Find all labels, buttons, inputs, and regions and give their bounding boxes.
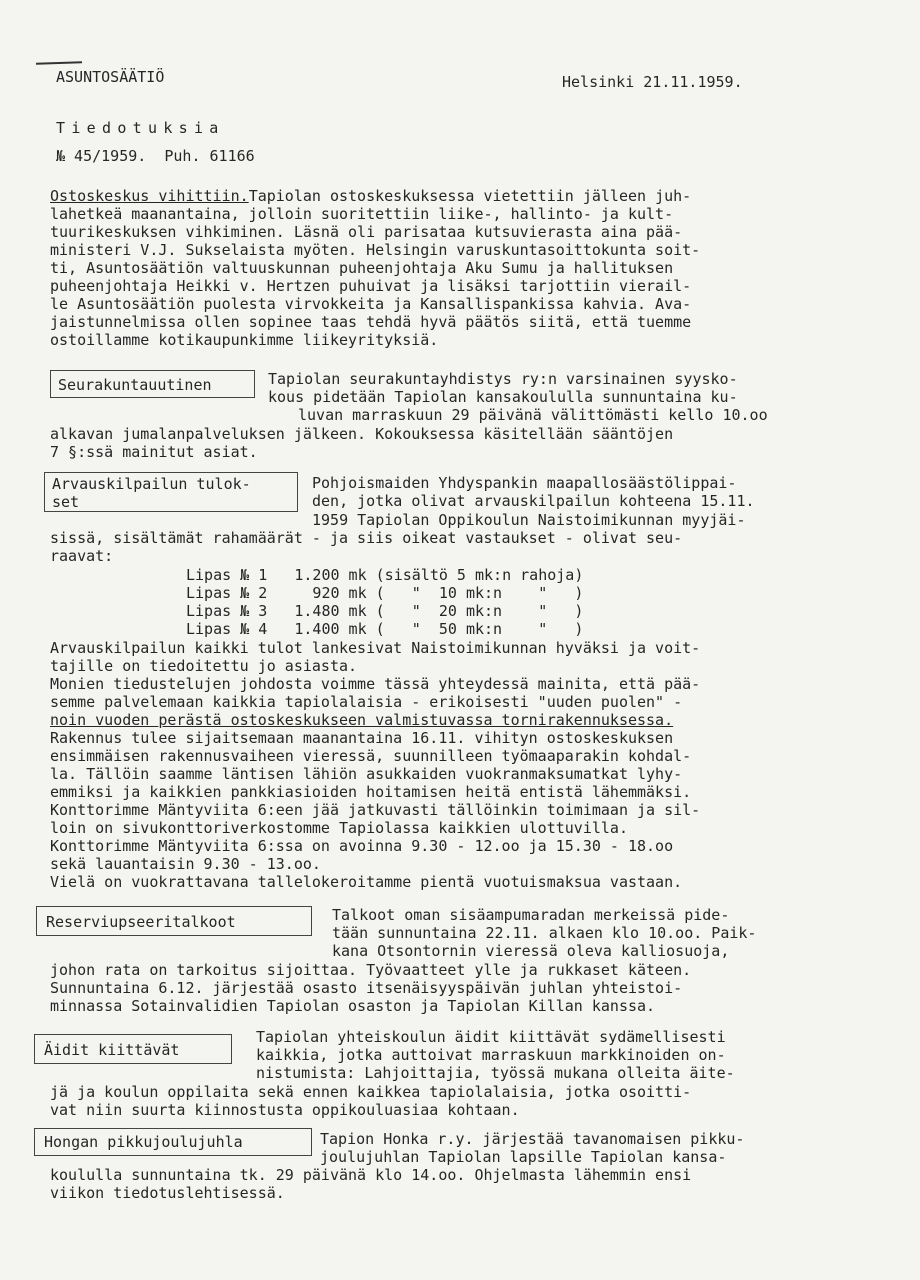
section5-line: jä ja koulun oppilaita sekä ennen kaikkea tapiolalaisia, jotka osoitti-	[50, 1083, 692, 1101]
section3-side-line: Pohjoismaiden Yhdyspankin maapallosäästölippai-	[312, 474, 737, 492]
date-line: Helsinki 21.11.1959.	[562, 73, 743, 91]
section6-line: viikon tiedotuslehtisessä.	[50, 1184, 285, 1202]
lipas-row: Lipas № 4 1.400 mk ( " 50 mk:n " )	[186, 620, 584, 638]
section3-final-line: loin on sivukonttoriverkostomme Tapiolassa kaikkien ulottuvilla.	[50, 819, 628, 837]
section3-final-line: ensimmäisen rakennusvaiheen vieressä, suunnilleen työmaaparakin kohdal-	[50, 747, 692, 765]
section3-box-label-2: set	[52, 493, 80, 511]
section3-line: raavat:	[50, 547, 114, 565]
reference-number: № 45/1959. Puh. 61166	[56, 147, 255, 165]
section3-after-line: tajille on tiedoitettu jo asiasta.	[50, 657, 358, 675]
section3-final-line: la. Tällöin saamme läntisen lähiön asukkaiden vuokranmaksumatkat lyhy-	[50, 765, 683, 783]
section1-line: puheenjohtaja Heikki v. Hertzen puhuivat ja lisäksi tarjottiin vierail-	[50, 277, 692, 295]
section5-box-label: Äidit kiittävät	[44, 1041, 180, 1059]
section3-after-line: semme palvelemaan kaikkia tapiolalaisia - erikoisesti "uuden puolen" -	[50, 693, 683, 711]
section3-final-line: Vielä on vuokrattavana tallelokeroitamme pientä vuotuismaksua vastaan.	[50, 873, 683, 891]
section4-line: minnassa Sotainvalidien Tapiolan osaston ja Tapiolan Killan kanssa.	[50, 997, 656, 1015]
section1-line: ostoillamme kotikaupunkimme liikeyrityksiä.	[50, 331, 439, 349]
section5-side-line: Tapiolan yhteiskoulun äidit kiittävät sydämellisesti	[256, 1028, 726, 1046]
section4-line: Sunnuntaina 6.12. järjestää osasto itsenäisyyspäivän juhlan yhteistoi-	[50, 979, 683, 997]
section4-side-line: Talkoot oman sisäampumaradan merkeissä pide-	[332, 906, 730, 924]
section3-side-line: 1959 Tapiolan Oppikoulun Naistoimikunnan myyjäi-	[312, 511, 746, 529]
section3-line: sissä, sisältämät rahamäärät - ja siis oikeat vastaukset - olivat seu-	[50, 529, 683, 547]
section2-side-line: Tapiolan seurakuntayhdistys ry:n varsinainen syysko-	[268, 370, 738, 388]
section6-side-line: Tapion Honka r.y. järjestää tavanomaisen pikku-	[320, 1130, 745, 1148]
section3-final-line: Konttorimme Mäntyviita 6:een jää jatkuvasti tällöinkin toimimaan ja sil-	[50, 801, 701, 819]
section1-line: lahetkeä maanantaina, jolloin suoritettiin liike-, hallinto- ja kult-	[50, 205, 674, 223]
document-title: Tiedotuksia	[56, 119, 225, 137]
section5-side-line: kaikkia, jotka auttoivat marraskuun markkinoiden on-	[256, 1046, 726, 1064]
section5-side-line: nistumista: Lahjoittajia, työssä mukana olleita äite-	[256, 1064, 735, 1082]
section4-side-line: kana Otsontornin vieressä oleva kalliosuoja,	[332, 942, 730, 960]
section1-line: le Asuntosäätiön puolesta virvokkeita ja Kansallispankissa kahvia. Ava-	[50, 295, 692, 313]
section1-line: ti, Asuntosäätiön valtuuskunnan puheenjohtaja Aku Sumu ja hallituksen	[50, 259, 674, 277]
section1-line: tuurikeskuksen vihkiminen. Läsnä oli parisataa kutsuvierasta aina pää-	[50, 223, 683, 241]
section1-line: jaistunnelmissa ollen sopinee taas tehdä hyvä päätös siitä, että tuemme	[50, 313, 692, 331]
section1-first-line	[50, 189, 691, 204]
section6-box-label: Hongan pikkujoulujuhla	[44, 1133, 243, 1151]
section2-side-line: kous pidetään Tapiolan kansakoululla sunnuntaina ku-	[268, 388, 738, 406]
section3-final-line: Rakennus tulee sijaitsemaan maanantaina 16.11. vihityn ostoskeskuksen	[50, 729, 674, 747]
section1-first-line-text: Tapiolan ostoskeskuksessa vietettiin jälleen juh-	[248, 187, 692, 205]
section2-side-line: luvan marraskuun 29 päivänä välittömästi kello 10.oo	[298, 406, 768, 424]
section4-line: johon rata on tarkoitus sijoittaa. Työvaatteet ylle ja rukkaset käteen.	[50, 961, 692, 979]
section2-line: 7 §:ssä mainitut asiat.	[50, 443, 258, 461]
section1-line: ministeri V.J. Sukselaista myöten. Helsingin varuskuntasoittokunta soit-	[50, 241, 701, 259]
section1-heading: Ostoskeskus vihittiin.	[50, 187, 249, 205]
lipas-row: Lipas № 2 920 mk ( " 10 mk:n " )	[186, 584, 584, 602]
section2-line: alkavan jumalanpalveluksen jälkeen. Kokouksessa käsitellään sääntöjen	[50, 425, 674, 443]
section3-final-line: emmiksi ja kaikkien pankkiasioiden hoitamisen heitä entistä lähemmäksi.	[50, 783, 692, 801]
section6-side-line: joulujuhlan Tapiolan lapsille Tapiolan kansa-	[320, 1148, 727, 1166]
section3-after-line: Monien tiedustelujen johdosta voimme tässä yhteydessä mainita, että pää-	[50, 675, 701, 693]
section3-box-label-1: Arvauskilpailun tulok-	[52, 475, 251, 493]
section3-underlined-line: noin vuoden perästä ostoskeskukseen valmistuvassa tornirakennuksessa.	[50, 711, 674, 729]
section3-final-line: sekä lauantaisin 9.30 - 13.oo.	[50, 855, 321, 873]
section6-line: koululla sunnuntaina tk. 29 päivänä klo 14.oo. Ohjelmasta lähemmin ensi	[50, 1166, 692, 1184]
section4-side-line: tään sunnuntaina 22.11. alkaen klo 10.oo. Paik-	[332, 924, 757, 942]
section3-final-line: Konttorimme Mäntyviita 6:ssa on avoinna 9.30 - 12.oo ja 15.30 - 18.oo	[50, 837, 674, 855]
org-name: ASUNTOSÄÄTIÖ	[56, 68, 165, 86]
section5-line: vat niin suurta kiinnostusta oppikouluasiaa kohtaan.	[50, 1101, 520, 1119]
lipas-row: Lipas № 1 1.200 mk (sisältö 5 mk:n rahoja)	[186, 566, 584, 584]
lipas-row: Lipas № 3 1.480 mk ( " 20 mk:n " )	[186, 602, 584, 620]
section4-box-label: Reserviupseeritalkoot	[46, 913, 236, 931]
section3-side-line: den, jotka olivat arvauskilpailun kohteena 15.11.	[312, 492, 755, 510]
section3-after-line: Arvauskilpailun kaikki tulot lankesivat Naistoimikunnan hyväksi ja voit-	[50, 639, 701, 657]
handwritten-stroke	[36, 61, 82, 65]
section2-box-label: Seurakuntauutinen	[58, 376, 212, 394]
